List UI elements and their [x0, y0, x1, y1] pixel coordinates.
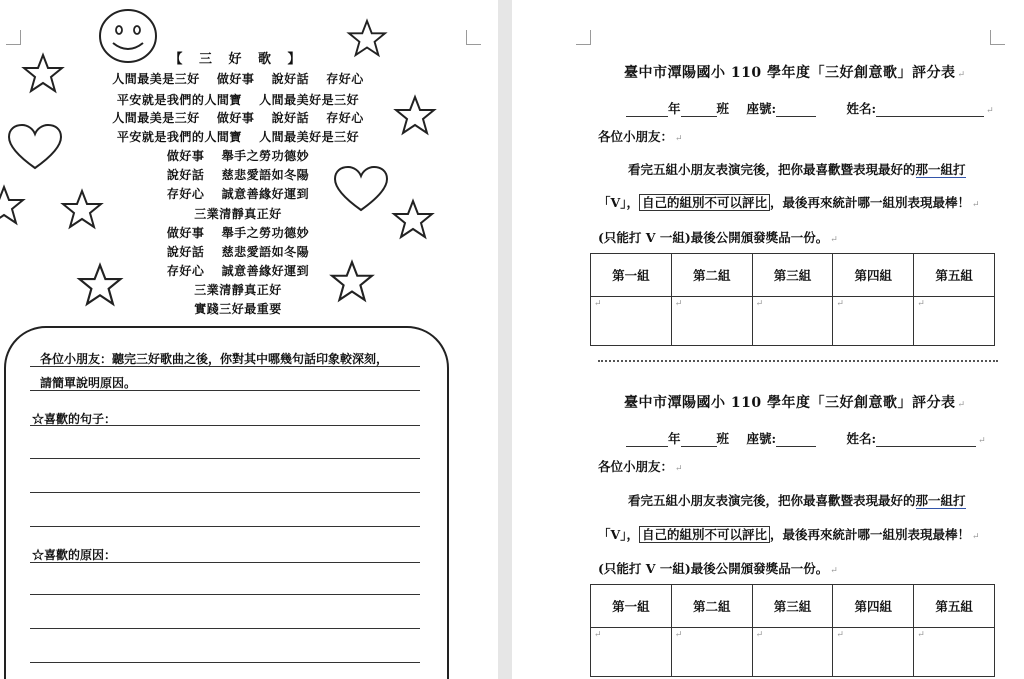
greeting: 各位小朋友： ↵ — [598, 129, 683, 144]
vote-cell[interactable]: ↵ — [833, 628, 914, 677]
poem-line: 做好事 舉手之勞功德妙 — [166, 226, 310, 240]
seat-blank[interactable] — [776, 104, 816, 117]
answer-line[interactable] — [30, 526, 420, 527]
answer-line[interactable] — [30, 458, 420, 459]
poem-line: 三業清靜真正好 — [194, 283, 282, 297]
note: (只能打 V 一組)最後公開頒發獎品一份。 ↵ — [598, 561, 838, 576]
poem-line: 實踐三好最重要 — [194, 302, 282, 316]
group-header: 第三組 — [752, 585, 833, 628]
group-header: 第一組 — [591, 254, 672, 297]
group-header: 第二組 — [671, 254, 752, 297]
favorite-reason-label: ☆喜歡的原因： — [32, 548, 117, 562]
answer-line[interactable] — [30, 562, 420, 563]
vote-cell[interactable]: ↵ — [914, 628, 995, 677]
group-header: 第五組 — [914, 254, 995, 297]
poem-line: 說好話 慈悲愛語如冬陽 — [166, 168, 310, 182]
class-blank[interactable] — [681, 104, 717, 117]
year-blank[interactable] — [626, 434, 668, 447]
cut-line — [598, 360, 998, 362]
vote-cell[interactable]: ↵ — [591, 628, 672, 677]
group-header: 第二組 — [671, 585, 752, 628]
poem-line: 三業清靜真正好 — [194, 207, 282, 221]
question-line-2: 請簡單說明原因。 — [40, 376, 137, 390]
student-info-row: 年 班 座號: 姓名: ↵ — [626, 99, 994, 117]
seat-blank[interactable] — [776, 434, 816, 447]
note: (只能打 V 一組)最後公開頒發獎品一份。 ↵ — [598, 230, 838, 245]
poem-line: 人間最美是三好 做好事 說好話 存好心 — [112, 111, 364, 125]
poem-line: 說好話 慈悲愛語如冬陽 — [166, 245, 310, 259]
greeting: 各位小朋友： ↵ — [598, 459, 683, 474]
poem-line: 存好心 誠意善緣好運到 — [166, 187, 310, 201]
instruction-line-2: 「V」， 自己的組別不可以評比 ，最後再來統計哪一組別表現最棒！ ↵ — [598, 527, 980, 542]
right-page — [512, 0, 1024, 679]
answer-line — [30, 366, 420, 367]
answer-line[interactable] — [30, 662, 420, 663]
score-table — [590, 253, 995, 346]
poem-line: 存好心 誠意善緣好運到 — [166, 264, 310, 278]
vote-cell[interactable]: ↵ — [591, 297, 672, 346]
answer-line — [30, 390, 420, 391]
answer-line[interactable] — [30, 594, 420, 595]
poem-line: 做好事 舉手之勞功德妙 — [166, 149, 310, 163]
student-info-row: 年 班 座號: 姓名: ↵ — [626, 429, 986, 447]
form-title: 臺中市潭陽國小 110 學年度「三好創意歌」評分表 ↵ — [624, 65, 966, 81]
group-header: 第三組 — [752, 254, 833, 297]
name-blank[interactable] — [876, 434, 976, 447]
left-page — [0, 0, 498, 679]
name-blank[interactable] — [876, 104, 984, 117]
answer-line[interactable] — [30, 628, 420, 629]
question-line-1: 各位小朋友：聽完三好歌曲之後，你對其中哪幾句話印象較深刻， — [40, 352, 389, 366]
vote-cell[interactable]: ↵ — [752, 297, 833, 346]
vote-cell[interactable]: ↵ — [833, 297, 914, 346]
group-header: 第一組 — [591, 585, 672, 628]
vote-cell[interactable]: ↵ — [671, 628, 752, 677]
vote-cell[interactable]: ↵ — [752, 628, 833, 677]
instruction-line-1: 看完五組小朋友表演完後，把你最喜歡暨表現最好的那一組打 — [628, 493, 966, 508]
crop-mark — [6, 30, 21, 45]
poem-line: 平安就是我們的人間寶 人間最美好是三好 — [116, 93, 360, 107]
instruction-line-1: 看完五組小朋友表演完後，把你最喜歡暨表現最好的那一組打 — [628, 162, 966, 177]
poem-title: 【 三 好 歌 】 — [169, 52, 307, 67]
crop-mark — [466, 30, 481, 45]
group-header: 第四組 — [833, 254, 914, 297]
answer-line[interactable] — [30, 425, 420, 426]
group-header: 第四組 — [833, 585, 914, 628]
class-blank[interactable] — [681, 434, 717, 447]
poem-line: 人間最美是三好 做好事 說好話 存好心 — [112, 72, 364, 86]
crop-mark — [576, 30, 591, 45]
crop-mark — [990, 30, 1005, 45]
vote-cell[interactable]: ↵ — [914, 297, 995, 346]
poem-line: 平安就是我們的人間寶 人間最美好是三好 — [116, 130, 360, 144]
score-table — [590, 584, 995, 677]
year-blank[interactable] — [626, 104, 668, 117]
vote-cell[interactable]: ↵ — [671, 297, 752, 346]
answer-line[interactable] — [30, 492, 420, 493]
favorite-sentence-label: ☆喜歡的句子： — [32, 412, 117, 426]
form-title: 臺中市潭陽國小 110 學年度「三好創意歌」評分表 ↵ — [624, 395, 966, 411]
group-header: 第五組 — [914, 585, 995, 628]
instruction-line-2: 「V」， 自己的組別不可以評比 ，最後再來統計哪一組別表現最棒！ ↵ — [598, 195, 980, 210]
